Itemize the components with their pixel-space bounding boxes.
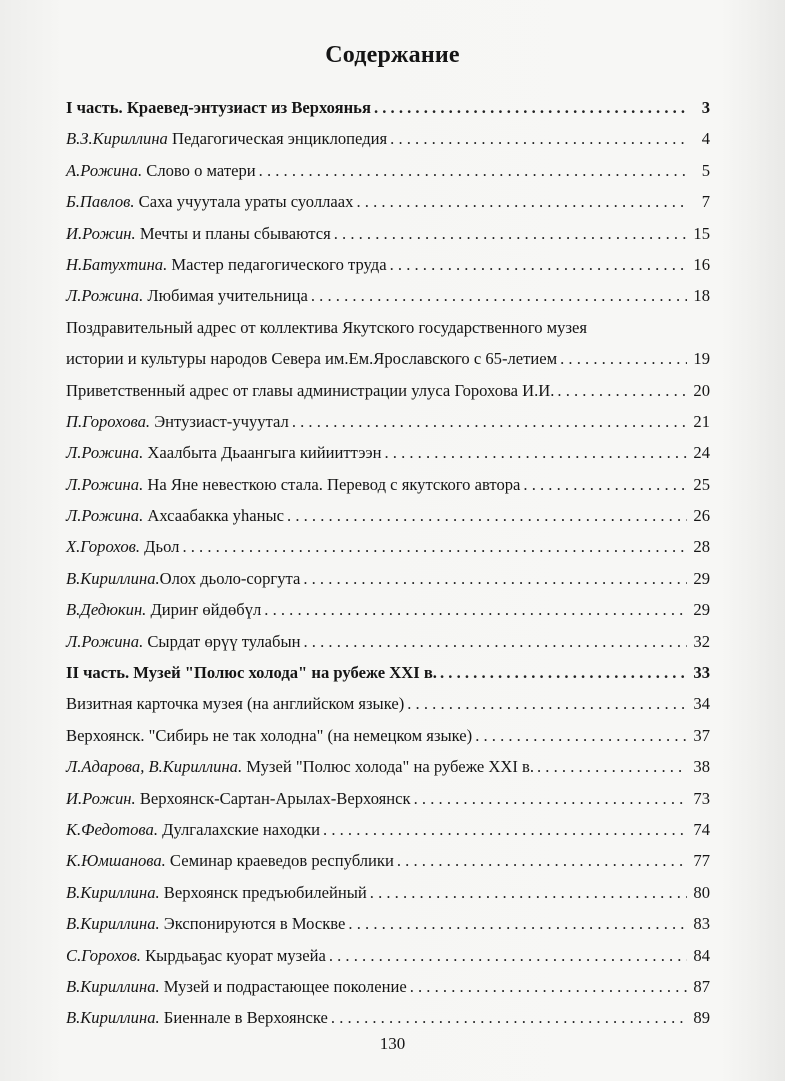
toc-entry-title: Верхоянск предъюбилейный [159,882,367,902]
dot-leader [397,848,687,874]
dot-leader [331,1005,687,1031]
dot-leader [390,126,687,152]
toc-entry-author: К.Юмшанова. [66,851,166,871]
toc-entry-author: В.Кириллина. [66,568,160,588]
toc-entry-title: Визитная карточка музея (на английском языке) [66,694,405,714]
toc-entry-page: 89 [693,1008,710,1028]
dot-leader [182,534,687,560]
toc-entry-title: Семинар краеведов республики [165,851,394,871]
toc-entry-author: Л.Рожина. [66,506,144,526]
dot-leader [440,660,687,686]
toc-entry-author: Л.Адарова, В.Кириллина. [66,757,243,777]
toc-entry [66,1005,710,1036]
toc-entry-author: И.Рожин. [66,223,136,243]
toc-entry [66,283,710,314]
dot-leader [537,754,687,780]
toc-entry [66,754,710,785]
toc-entry-title: Энтузиаст-учуутал [150,411,289,431]
toc-entry [66,786,710,817]
toc-entry [66,817,710,848]
toc-entry-title: Экспонируются в Москве [159,914,346,934]
toc-entry-author: Х.Горохов. [66,537,141,557]
toc-entry-author: В.Кириллина. [66,882,160,902]
dot-leader [414,786,687,812]
toc-entry [66,691,710,722]
toc-entry [66,315,710,378]
dot-leader [303,566,687,592]
toc-entry-page: 21 [693,411,710,431]
toc-entry-author: Л.Рожина. [66,474,144,494]
dot-leader [374,95,687,121]
toc-entry-page: 26 [693,506,710,526]
toc-entry-title: Мастер педагогического труда [167,254,387,274]
toc-entry-title: I часть. Краевед-энтузиаст из Верхоянья [66,98,371,117]
dot-leader [259,158,687,184]
page-title: Содержание [325,42,460,68]
toc-entry [66,566,710,597]
toc-entry-title: Верхоянск-Сартан-Арылах-Верхоянск [135,788,411,808]
toc-entry-page: 28 [693,537,710,557]
dot-leader [523,472,687,498]
toc-entry-page: 80 [693,882,710,902]
dot-leader [292,409,687,435]
toc-entry-page: 15 [693,223,710,243]
toc-entry-author: Л.Рожина. [66,443,144,463]
toc-entry-page: 18 [693,286,710,306]
dot-leader [475,723,687,749]
toc-entry-title: Кырдьаҕас куорат музейа [140,945,326,965]
toc-entry-page: 38 [693,757,710,777]
toc-entry-page: 29 [693,568,710,588]
toc-entry [66,723,710,754]
toc-entry-title: Олох дьоло-соргута [159,568,301,588]
toc-entry-title: Саха учуутала ураты суоллаах [134,192,354,212]
dot-leader [410,974,687,1000]
toc-entry-title: Музей и подрастающее поколение [159,976,407,996]
toc-entry-author: В.З.Кириллина [66,129,168,149]
toc-entry-author: В.Дедюкин. [66,600,147,620]
toc-entry-page: 73 [693,788,710,808]
dot-leader [304,629,688,655]
toc-entry-page: 19 [693,349,710,369]
toc-entry-title: На Яне невесткою стала. Перевод с якутского автора [143,474,521,494]
toc-entry [66,534,710,565]
toc-entry-page: 29 [693,600,710,620]
toc-entry-page: 24 [693,443,710,463]
toc-entry-author: С.Горохов. [66,945,141,965]
toc-entry-title: Педагогическая энциклопедия [167,129,388,149]
toc-entry-page: 34 [693,694,710,714]
toc-entry-title: Дьол [140,537,180,557]
toc-entry [66,158,710,189]
toc-entry-page: 37 [693,725,710,745]
dot-leader [390,252,687,278]
dot-leader [334,221,687,247]
table-of-contents [66,95,710,1037]
toc-entry-author: В.Кириллина. [66,976,160,996]
toc-entry-title: Слово о матери [142,160,256,180]
toc-entry-page: 4 [701,129,710,149]
toc-entry-title: Музей "Полюс холода" на рубеже XXI в. [242,757,534,777]
page-number: 130 [379,1034,406,1053]
toc-entry-title: Дулгалахские находки [157,819,321,839]
toc-entry-author: И.Рожин. [66,788,136,808]
dot-leader [264,597,687,623]
dot-leader [348,911,687,937]
toc-entry [66,472,710,503]
toc-entry-author: А.Рожина. [66,160,143,180]
toc-entry-page: 33 [693,663,710,683]
toc-entry-page: 74 [693,819,710,839]
toc-entry-title: Хаалбыта Дьаангыга кийииттээн [143,443,382,463]
toc-entry-author: П.Горохова. [66,411,151,431]
toc-entry [66,95,710,126]
dot-leader [407,691,687,717]
toc-entry [66,252,710,283]
toc-entry-title: Ахсаабакка уһаныс [143,506,285,526]
dot-leader [370,880,687,906]
toc-entry-author: Б.Павлов. [66,192,135,212]
toc-entry [66,378,710,409]
toc-entry [66,911,710,942]
toc-entry [66,848,710,879]
toc-entry-page: 83 [693,914,710,934]
toc-entry-title: Поздравительный адрес от коллектива Якутского государственного музея [66,317,588,337]
toc-entry-page: 7 [701,192,710,212]
toc-entry [66,597,710,628]
toc-entry-page: 77 [693,851,710,871]
toc-entry [66,880,710,911]
dot-leader [560,346,687,372]
dot-leader [323,817,687,843]
toc-entry-title: Верхоянск. "Сибирь не так холодна" (на немецком языке) [66,725,473,745]
toc-entry [66,974,710,1005]
toc-entry-title: Мечты и планы сбываются [135,223,331,243]
toc-entry-page: 25 [693,474,710,494]
toc-entry-author: В.Кириллина. [66,1008,160,1028]
dot-leader [384,440,687,466]
toc-entry [66,660,710,691]
toc-entry-title: Дириҥ өйдөбүл [146,600,262,620]
toc-entry [66,221,710,252]
dot-leader [329,943,687,969]
toc-entry-title: Биеннале в Верхоянске [159,1008,328,1028]
toc-entry [66,503,710,534]
toc-entry-title: Сырдат өрүү тулабын [143,631,301,651]
toc-entry-title: Приветственный адрес от главы администрации улуса Горохова И.И. [66,380,555,400]
toc-entry-page: 20 [693,380,710,400]
toc-entry-page: 16 [693,254,710,274]
toc-entry-page: 32 [693,631,710,651]
toc-entry-title-cont: истории и культуры народов Севера им.Ем.Ярославского с 65-летием [66,349,558,369]
toc-entry-page: 5 [701,160,710,180]
toc-entry-title: II часть. Музей "Полюс холода" на рубеже XXI в. [66,663,437,683]
toc-entry-title: Любимая учительница [143,286,308,306]
toc-entry [66,126,710,157]
toc-entry [66,629,710,660]
toc-entry [66,409,710,440]
toc-entry-author: К.Федотова. [66,819,158,839]
dot-leader [311,283,687,309]
toc-entry-author: Л.Рожина. [66,631,144,651]
toc-entry-author: Л.Рожина. [66,286,144,306]
toc-entry-author: Н.Батухтина. [66,254,168,274]
toc-entry [66,189,710,220]
toc-entry-page: 3 [701,98,710,117]
toc-entry [66,943,710,974]
dot-leader [557,378,687,404]
dot-leader [356,189,687,215]
toc-entry-author: В.Кириллина. [66,914,160,934]
dot-leader [287,503,687,529]
toc-entry-page: 87 [693,976,710,996]
toc-entry-page: 84 [693,945,710,965]
toc-entry [66,440,710,471]
